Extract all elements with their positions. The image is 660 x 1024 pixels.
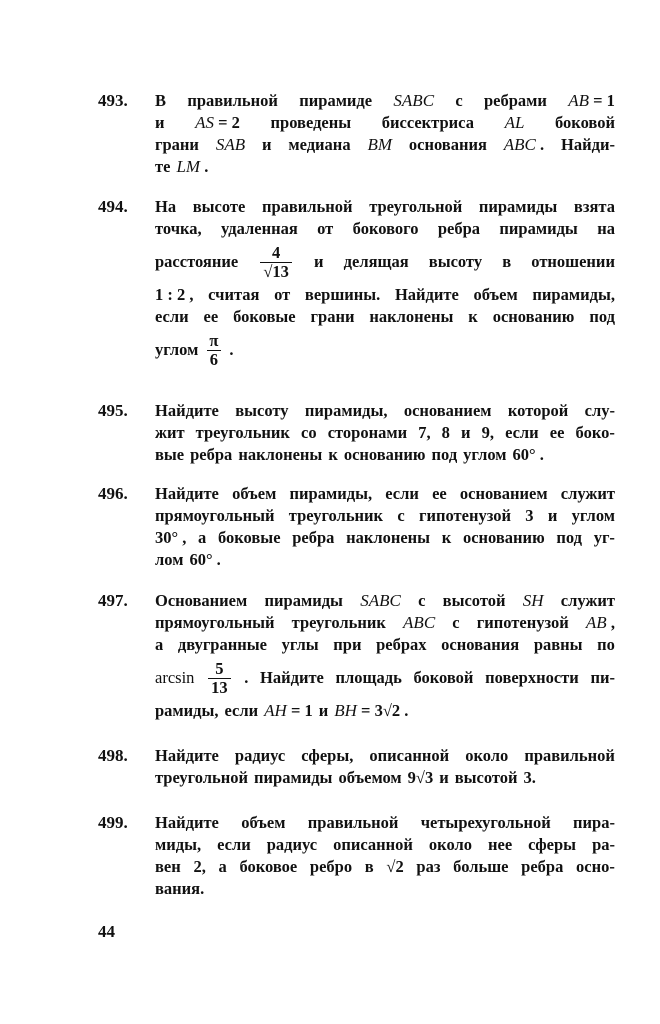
fraction-numerator: 5 bbox=[215, 658, 224, 678]
word: вершины. bbox=[304, 285, 381, 304]
word: пира- bbox=[573, 813, 615, 832]
text-line bbox=[155, 549, 615, 571]
fraction bbox=[208, 660, 231, 697]
word: правильной bbox=[524, 746, 615, 765]
problem-text bbox=[155, 90, 615, 178]
word: ее bbox=[549, 423, 565, 442]
word: точка, bbox=[155, 219, 202, 238]
word: высоту bbox=[428, 252, 483, 271]
word: наклонены bbox=[346, 528, 431, 547]
word: по bbox=[597, 635, 615, 654]
word: прямоугольный bbox=[155, 506, 275, 525]
word: площадь bbox=[335, 668, 402, 687]
word: треугольник bbox=[288, 506, 384, 525]
word: объем bbox=[473, 285, 518, 304]
word: а bbox=[155, 635, 164, 654]
word: если bbox=[385, 484, 419, 503]
problem-text bbox=[155, 745, 615, 789]
word: проведены bbox=[270, 113, 352, 132]
word: боковые bbox=[217, 528, 281, 547]
word: поверхности bbox=[485, 668, 579, 687]
word: медиана bbox=[288, 135, 351, 154]
math-variable: SAB bbox=[215, 135, 246, 154]
word: основанием bbox=[459, 484, 548, 503]
math-variable: AB bbox=[568, 91, 590, 110]
math-expression bbox=[195, 112, 240, 134]
word: 30° , bbox=[155, 528, 187, 547]
fraction bbox=[206, 332, 221, 369]
problem-number: 497. bbox=[98, 591, 128, 610]
word: √2 bbox=[386, 857, 404, 876]
word: прямоугольный bbox=[155, 613, 275, 632]
math-expression bbox=[505, 112, 525, 134]
word: ребра bbox=[292, 528, 335, 547]
math-variable: BH bbox=[334, 701, 357, 720]
math-function: arcsin bbox=[155, 668, 195, 687]
word: двугранные bbox=[177, 635, 267, 654]
math-suffix: , bbox=[606, 613, 615, 632]
word: пирамиды bbox=[499, 219, 578, 238]
math-expression bbox=[523, 590, 544, 612]
word: боковой bbox=[413, 668, 474, 687]
word: боко- bbox=[575, 423, 615, 442]
word: В bbox=[155, 91, 167, 110]
word: Найдите bbox=[155, 484, 219, 503]
word: с bbox=[418, 591, 426, 610]
word: и bbox=[155, 113, 165, 132]
word: в bbox=[364, 857, 374, 876]
word: служит bbox=[560, 591, 615, 610]
math-suffix: . bbox=[535, 135, 545, 154]
word: 60° . bbox=[189, 550, 221, 569]
word: . bbox=[244, 668, 249, 687]
word: пирамиды bbox=[254, 768, 333, 787]
word: гипотенузой bbox=[476, 613, 569, 632]
math-suffix: = 3√2 . bbox=[356, 701, 409, 720]
word: на bbox=[597, 219, 615, 238]
text-line bbox=[155, 196, 615, 218]
text-line bbox=[155, 112, 615, 134]
word: правильной bbox=[307, 813, 399, 832]
word: ребра bbox=[190, 445, 233, 464]
word: ее bbox=[203, 307, 219, 326]
problem-number: 498. bbox=[98, 746, 128, 765]
word: бокового bbox=[352, 219, 419, 238]
word: пирамиде bbox=[299, 91, 373, 110]
word: ее bbox=[432, 484, 447, 503]
math-variable: AS bbox=[195, 113, 215, 132]
word: к bbox=[328, 445, 338, 464]
math-suffix: = 2 bbox=[214, 113, 240, 132]
word: гипотенузой bbox=[418, 506, 511, 525]
word: основания bbox=[408, 135, 487, 154]
fraction-denominator: √13 bbox=[260, 262, 292, 281]
word: и bbox=[461, 423, 471, 442]
math-suffix: = 1 bbox=[589, 91, 615, 110]
word: объем bbox=[232, 484, 277, 503]
word: в bbox=[502, 252, 512, 271]
page-number: 44 bbox=[98, 922, 115, 941]
problem-text bbox=[155, 590, 615, 722]
word: если bbox=[155, 307, 189, 326]
word: 8 bbox=[441, 423, 450, 442]
word: с bbox=[397, 506, 405, 525]
word: пирамиды, bbox=[304, 401, 388, 420]
word: наклонены bbox=[238, 445, 323, 464]
word: раз bbox=[416, 857, 441, 876]
text-line bbox=[155, 284, 615, 306]
word: равны bbox=[533, 635, 583, 654]
word: больше bbox=[453, 857, 509, 876]
math-suffix: = 1 bbox=[286, 701, 313, 720]
word: высоте bbox=[192, 197, 246, 216]
word: биссектриса bbox=[381, 113, 474, 132]
word: которой bbox=[507, 401, 569, 420]
problem-number: 494. bbox=[98, 197, 128, 216]
word: Основанием bbox=[155, 591, 248, 610]
math-variable: SABC bbox=[360, 591, 401, 610]
math-variable: AL bbox=[504, 113, 525, 132]
word: углом bbox=[155, 340, 199, 359]
word: высотой bbox=[454, 768, 518, 787]
word: отношении bbox=[531, 252, 615, 271]
math-variable: ABC bbox=[503, 135, 536, 154]
text-line bbox=[155, 156, 615, 178]
word: те bbox=[155, 157, 171, 176]
word: основанию bbox=[343, 445, 426, 464]
math-variable: LM bbox=[176, 157, 201, 176]
word: вен bbox=[155, 857, 181, 876]
problem-text bbox=[155, 812, 615, 900]
fraction-denominator: 13 bbox=[208, 678, 231, 697]
word: под bbox=[589, 307, 615, 326]
word: и bbox=[314, 252, 324, 271]
word: высоту bbox=[235, 401, 289, 420]
math-expression bbox=[216, 134, 245, 156]
word: и bbox=[261, 135, 272, 154]
text-line bbox=[155, 700, 615, 722]
word: сферы, bbox=[301, 746, 354, 765]
word: считая bbox=[208, 285, 260, 304]
text-line bbox=[155, 612, 615, 634]
problem-number: 496. bbox=[98, 484, 128, 503]
math-expression bbox=[367, 134, 392, 156]
math-variable: SH bbox=[522, 591, 544, 610]
word: углом bbox=[571, 506, 615, 525]
math-variable: AB bbox=[585, 613, 607, 632]
math-variable: BM bbox=[367, 135, 392, 154]
text-line bbox=[155, 878, 615, 900]
word: Найдите bbox=[394, 285, 459, 304]
math-expression bbox=[504, 134, 544, 156]
word: 3. bbox=[523, 768, 536, 787]
math-expression bbox=[176, 156, 208, 178]
word: треугольник bbox=[291, 613, 386, 632]
word: треугольной bbox=[155, 768, 249, 787]
word: если bbox=[224, 701, 259, 720]
word: углы bbox=[281, 635, 319, 654]
fraction-numerator: π bbox=[209, 330, 219, 350]
word: 3 bbox=[525, 506, 534, 525]
text-line bbox=[155, 634, 615, 656]
text-line bbox=[155, 134, 615, 156]
word: ра- bbox=[592, 835, 615, 854]
word: Найдите bbox=[155, 746, 219, 765]
word: боковые bbox=[233, 307, 296, 326]
word: нее bbox=[488, 835, 513, 854]
text-line bbox=[155, 834, 615, 856]
word: лом bbox=[155, 550, 184, 569]
word: ребра bbox=[437, 219, 481, 238]
word: вые bbox=[155, 445, 185, 464]
word: от bbox=[317, 219, 334, 238]
problem-text bbox=[155, 483, 615, 571]
word: пи- bbox=[590, 668, 615, 687]
word: осно- bbox=[576, 857, 615, 876]
word: Найдите bbox=[260, 668, 324, 687]
fraction-numerator: 4 bbox=[271, 242, 281, 262]
math-variable: ABC bbox=[403, 613, 436, 632]
word: радиус bbox=[266, 835, 318, 854]
word: и bbox=[439, 768, 449, 787]
math-variable: SABC bbox=[393, 91, 435, 110]
text-line bbox=[155, 306, 615, 328]
word: со bbox=[301, 423, 317, 442]
word: и bbox=[318, 701, 329, 720]
word: и bbox=[547, 506, 558, 525]
word: при bbox=[333, 635, 362, 654]
word: правильной bbox=[187, 91, 278, 110]
word: расстояние bbox=[155, 252, 239, 271]
word: делящая bbox=[343, 252, 409, 271]
text-line bbox=[155, 812, 615, 834]
word: треугольник bbox=[195, 423, 290, 442]
word: Найдите bbox=[155, 813, 219, 832]
word: с bbox=[452, 613, 460, 632]
word: описанной bbox=[369, 746, 450, 765]
text-line bbox=[155, 856, 615, 878]
math-variable: AH bbox=[264, 701, 287, 720]
word: жит bbox=[155, 423, 185, 442]
text-line bbox=[155, 240, 615, 284]
text-line bbox=[155, 218, 615, 240]
problem-text bbox=[155, 196, 615, 372]
word: с bbox=[455, 91, 463, 110]
word: 2, bbox=[193, 857, 206, 876]
word: боковое bbox=[239, 857, 298, 876]
word: слу- bbox=[584, 401, 615, 420]
word: около bbox=[428, 835, 472, 854]
word: взята bbox=[573, 197, 615, 216]
word: углом bbox=[463, 445, 507, 464]
word: объем bbox=[241, 813, 286, 832]
word: ребра bbox=[521, 857, 564, 876]
word: основанием bbox=[403, 401, 492, 420]
word: основанию bbox=[492, 307, 575, 326]
word: 7, bbox=[418, 423, 431, 442]
math-expression bbox=[334, 700, 408, 722]
math-expression bbox=[586, 612, 615, 634]
word: пирамиды, bbox=[289, 484, 373, 503]
word: Найди- bbox=[561, 135, 615, 154]
word: радиус bbox=[234, 746, 286, 765]
word: а bbox=[218, 857, 227, 876]
word: к bbox=[441, 528, 452, 547]
text-line bbox=[155, 90, 615, 112]
word: около bbox=[465, 746, 509, 765]
text-line bbox=[155, 656, 615, 700]
word: боковой bbox=[555, 113, 615, 132]
word: сторонами bbox=[327, 423, 408, 442]
word: к bbox=[468, 307, 478, 326]
word: уг- bbox=[593, 528, 615, 547]
text-line bbox=[155, 422, 615, 444]
word: миды, bbox=[155, 835, 202, 854]
word: вания. bbox=[155, 879, 205, 898]
word: правильной bbox=[261, 197, 353, 216]
word: 60° . bbox=[512, 445, 544, 464]
word: если bbox=[217, 835, 251, 854]
text-line bbox=[155, 400, 615, 422]
word: от bbox=[274, 285, 291, 304]
word: основания bbox=[441, 635, 520, 654]
text-line bbox=[155, 745, 615, 767]
word: рамиды, bbox=[155, 701, 219, 720]
word: 9, bbox=[481, 423, 494, 442]
word: грани bbox=[155, 135, 199, 154]
word: . bbox=[229, 340, 234, 359]
word: удаленная bbox=[221, 219, 298, 238]
word: ребро bbox=[309, 857, 353, 876]
word: пирамиды bbox=[264, 591, 343, 610]
text-line bbox=[155, 767, 615, 789]
text-line bbox=[155, 483, 615, 505]
word: если bbox=[505, 423, 539, 442]
math-expression bbox=[568, 90, 615, 112]
math-suffix: . bbox=[200, 157, 209, 176]
word: наклонены bbox=[369, 307, 454, 326]
word: Найдите bbox=[155, 401, 219, 420]
text-line bbox=[155, 444, 615, 466]
word: пирамиды, bbox=[532, 285, 615, 304]
math-expression bbox=[360, 590, 401, 612]
text-line bbox=[155, 527, 615, 549]
math-expression bbox=[264, 700, 313, 722]
text-line bbox=[155, 590, 615, 612]
text-line bbox=[155, 505, 615, 527]
word: под bbox=[431, 445, 458, 464]
problem-number: 495. bbox=[98, 401, 128, 420]
word: высотой bbox=[442, 591, 506, 610]
fraction bbox=[260, 244, 292, 281]
word: четырехугольной bbox=[420, 813, 551, 832]
word: ребрах bbox=[376, 635, 427, 654]
word: объемом bbox=[338, 768, 402, 787]
word: под bbox=[556, 528, 582, 547]
text-line bbox=[155, 328, 615, 372]
word: ребрами bbox=[483, 91, 547, 110]
word: грани bbox=[310, 307, 355, 326]
word: основанию bbox=[462, 528, 545, 547]
word: описанной bbox=[333, 835, 413, 854]
word: а bbox=[198, 528, 207, 547]
word: треугольной bbox=[369, 197, 463, 216]
math-expression bbox=[393, 90, 434, 112]
word: 9√3 bbox=[407, 768, 434, 787]
problem-number: 493. bbox=[98, 91, 128, 110]
word: На bbox=[155, 197, 177, 216]
word: пирамиды bbox=[478, 197, 558, 216]
word: сферы bbox=[528, 835, 577, 854]
fraction-denominator: 6 bbox=[207, 350, 221, 369]
problem-text bbox=[155, 400, 615, 466]
problem-number: 499. bbox=[98, 813, 128, 832]
word: 1 : 2 , bbox=[155, 285, 194, 304]
math-expression bbox=[403, 612, 435, 634]
word: служит bbox=[560, 484, 615, 503]
